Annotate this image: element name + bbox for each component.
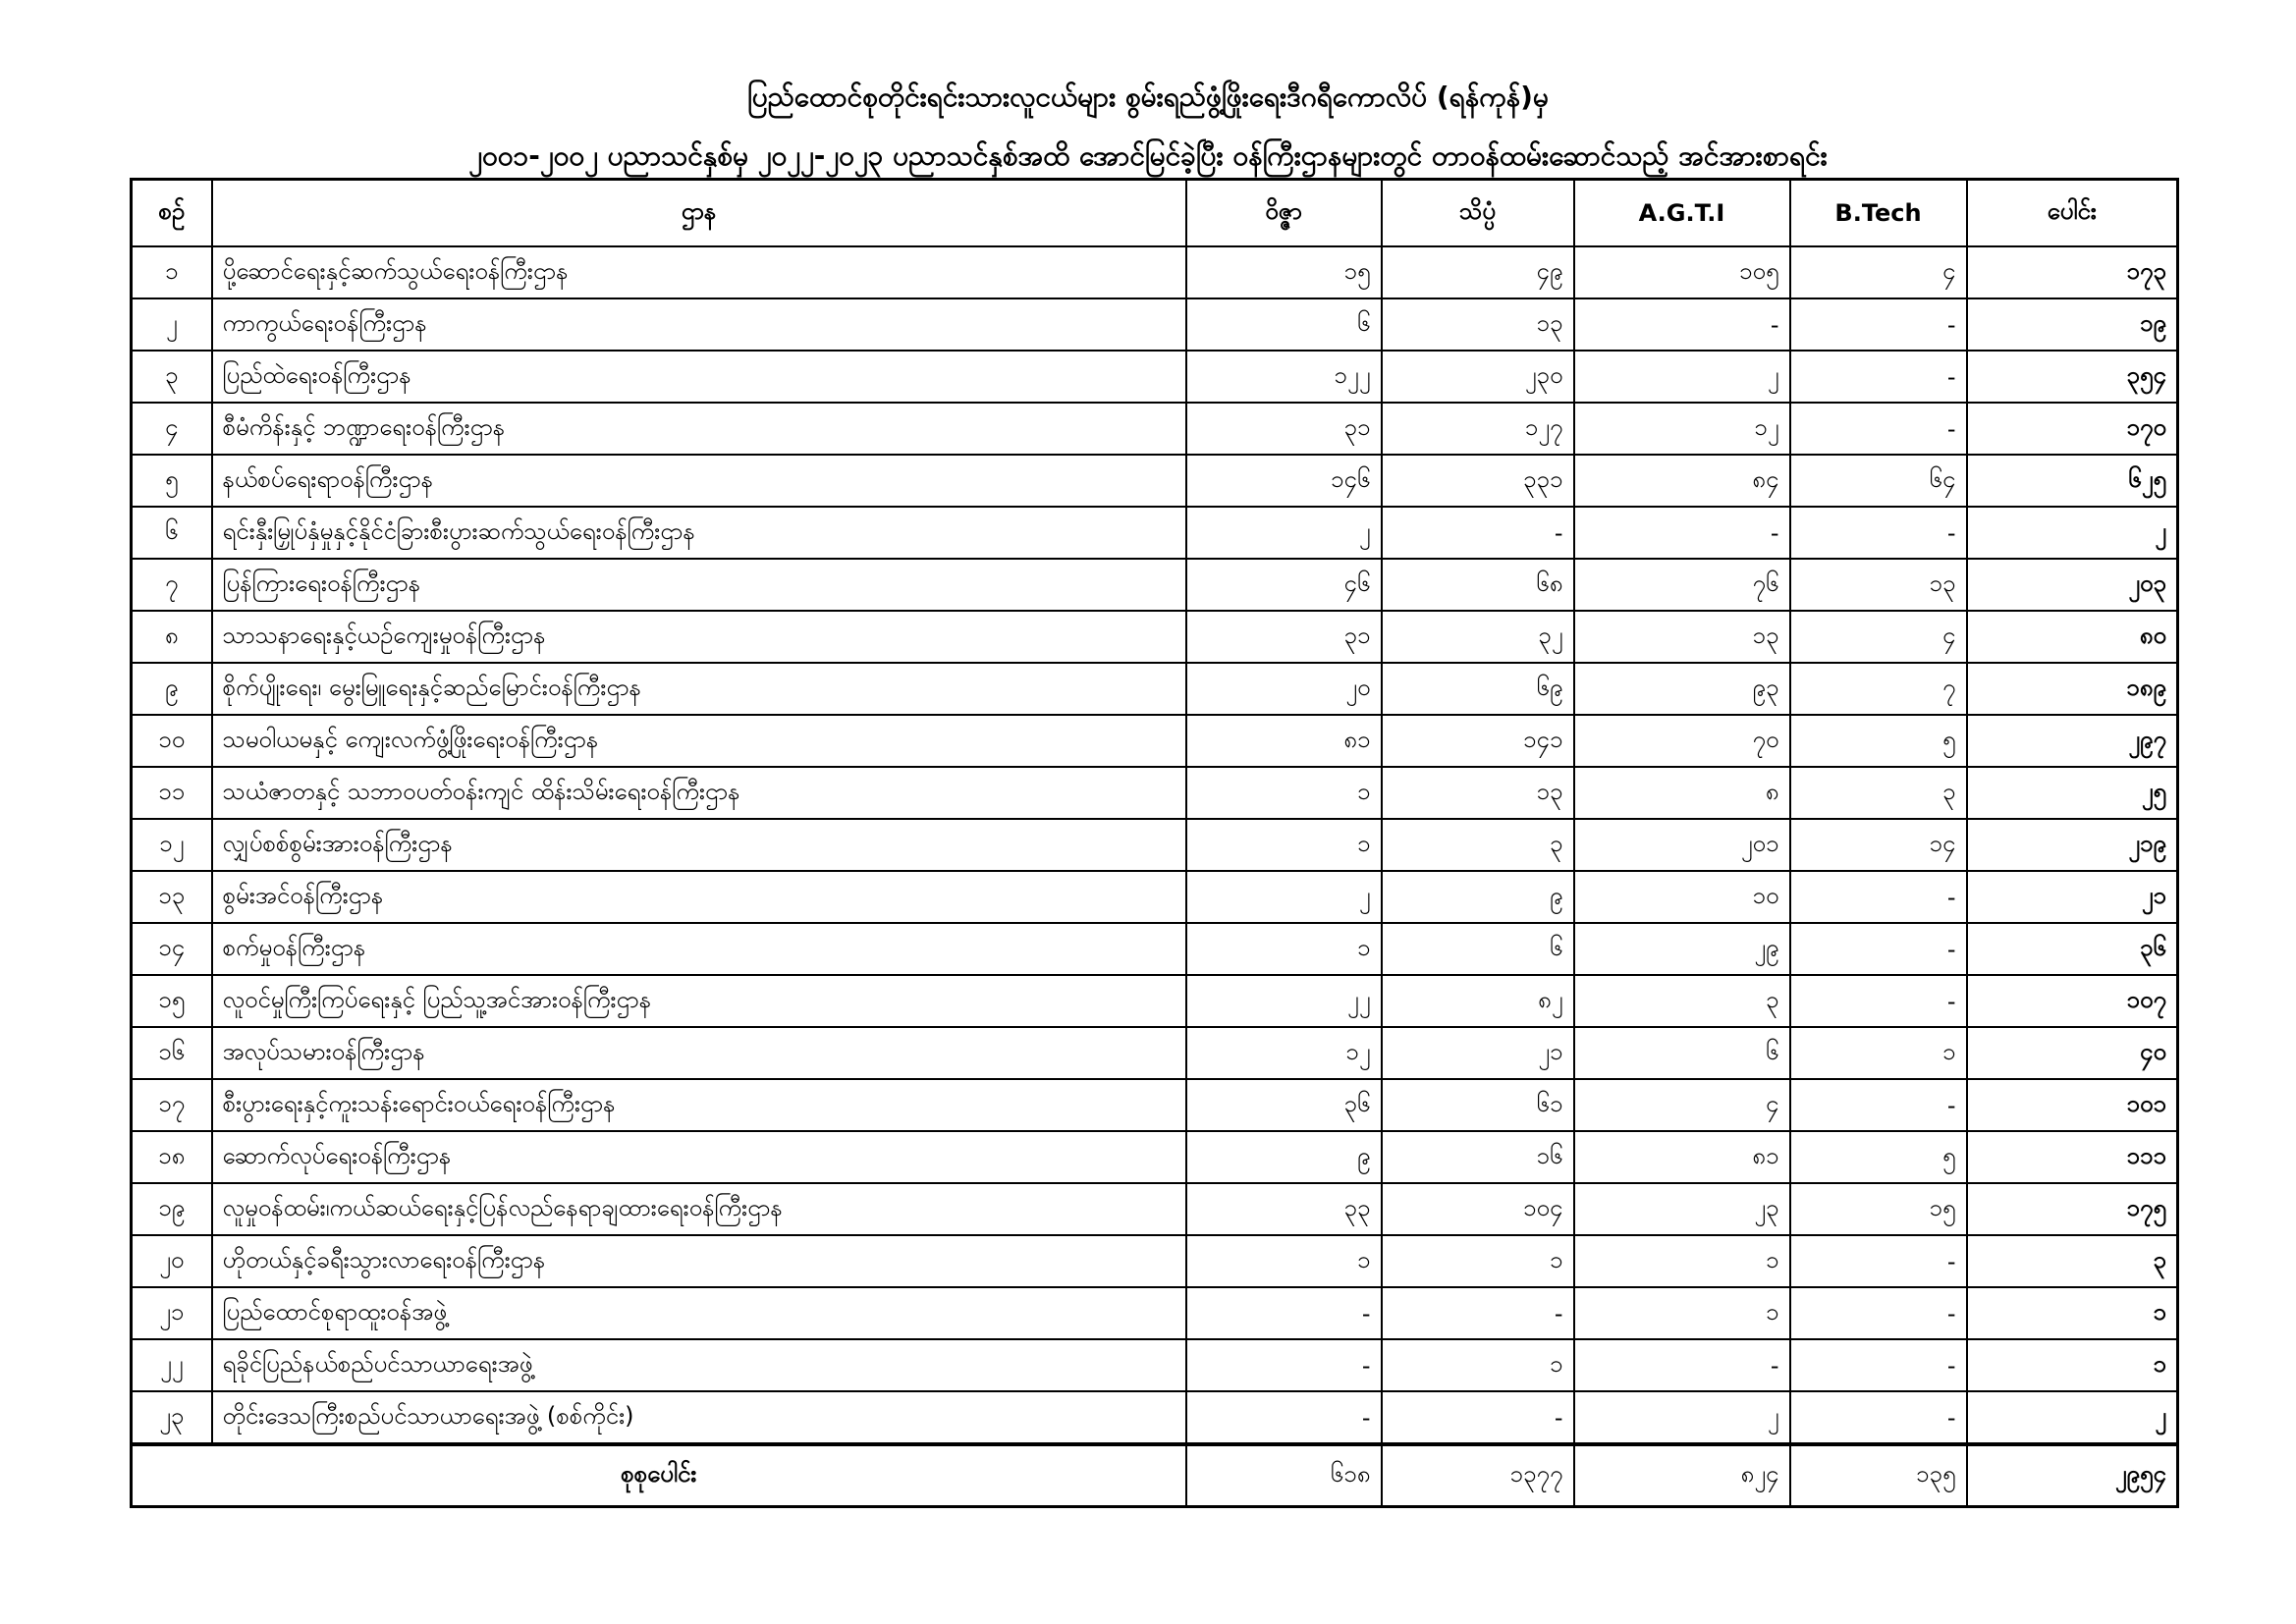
row-number: ၁၈ [132,1131,212,1183]
ministry-name: အလုပ်သမားဝန်ကြီးဌာန [212,1027,1186,1079]
row-total: ၂၁၉ [1967,819,2178,871]
row-total: ၁၈၉ [1967,663,2178,715]
table-row [132,1027,2178,1079]
agti-count: ၄ [1574,1079,1790,1131]
row-total: ၃၅၄ [1967,351,2178,403]
row-number: ၃ [132,351,212,403]
bsc-count: - [1382,1287,1574,1339]
ministry-name: စွမ်းအင်ဝန်ကြီးဌာန [212,871,1186,923]
row-number: ၁၃ [132,871,212,923]
bsc-count: ၁၃ [1382,767,1574,819]
table-row [132,1235,2178,1287]
table-row [132,819,2178,871]
ministry-name: သာသနာရေးနှင့်ယဉ်ကျေးမှုဝန်ကြီးဌာန [212,611,1186,663]
bsc-count: ၁ [1382,1235,1574,1287]
agti-count: ၁ [1574,1287,1790,1339]
row-total: ၁၉ [1967,298,2178,351]
btech-count: ၁၃ [1790,559,1967,611]
row-number: ၅ [132,455,212,507]
row-total: ၄၀ [1967,1027,2178,1079]
ministry-name: စက်မှုဝန်ကြီးဌာန [212,923,1186,975]
grand-total-row [132,1444,2178,1507]
diploma-count: ၈၁ [1186,715,1382,767]
diploma-count: ၂၂ [1186,975,1382,1027]
diploma-count: ၁၅ [1186,246,1382,298]
header-total: ပေါင်း [1967,180,2178,247]
grand-total-diploma: ၆၁၈ [1186,1444,1382,1507]
agti-count: ၁ [1574,1235,1790,1287]
table-row [132,975,2178,1027]
table-row [132,298,2178,351]
row-total: ၂၅ [1967,767,2178,819]
btech-count: - [1790,1391,1967,1444]
staff-count-table [130,178,2179,1508]
bsc-count: ၃၂ [1382,611,1574,663]
agti-count: ၂၉ [1574,923,1790,975]
header-diploma: ဝိဇ္ဇာ [1186,180,1382,247]
row-total: ၂ [1967,1391,2178,1444]
table-row [132,1391,2178,1444]
row-total: ၂ [1967,507,2178,559]
agti-count: ၈၁ [1574,1131,1790,1183]
bsc-count: ၁ [1382,1339,1574,1391]
table-row [132,246,2178,298]
diploma-count: ၁ [1186,819,1382,871]
diploma-count: ၃၃ [1186,1183,1382,1235]
ministry-name: ရခိုင်ပြည်နယ်စည်ပင်သာယာရေးအဖွဲ့ [212,1339,1186,1391]
ministry-name: စီးပွားရေးနှင့်ကူးသန်းရောင်းဝယ်ရေးဝန်ကြီးဌာန [212,1079,1186,1131]
btech-count: ၄ [1790,246,1967,298]
bsc-count: ၃ [1382,819,1574,871]
agti-count: ၂ [1574,351,1790,403]
ministry-name: စိုက်ပျိုးရေး၊ မွေးမြူရေးနှင့်ဆည်မြောင်းဝန်ကြီးဌာန [212,663,1186,715]
table-row [132,871,2178,923]
row-number: ၈ [132,611,212,663]
bsc-count: ၆၉ [1382,663,1574,715]
agti-count: ၁၂ [1574,403,1790,455]
agti-count: ၁၀ [1574,871,1790,923]
header-btech: B.Tech [1790,180,1967,247]
bsc-count: ၂၃၀ [1382,351,1574,403]
row-number: ၁၅ [132,975,212,1027]
agti-count: ၆ [1574,1027,1790,1079]
row-number: ၂ [132,298,212,351]
agti-count: ၂ [1574,1391,1790,1444]
diploma-count: ၁ [1186,1235,1382,1287]
ministry-name: လျှပ်စစ်စွမ်းအားဝန်ကြီးဌာန [212,819,1186,871]
diploma-count: ၁ [1186,767,1382,819]
row-total: ၃၆ [1967,923,2178,975]
table-body [132,246,2178,1444]
diploma-count: ၂၀ [1186,663,1382,715]
btech-count: - [1790,871,1967,923]
bsc-count: ၉ [1382,871,1574,923]
diploma-count: - [1186,1391,1382,1444]
diploma-count: - [1186,1339,1382,1391]
row-number: ၁၆ [132,1027,212,1079]
ministry-name: ရင်းနှီးမြှုပ်နှံမှုနှင့်နိုင်ငံခြားစီးပွားဆက်သွယ်ရေးဝန်ကြီးဌာန [212,507,1186,559]
ministry-name: ဆောက်လုပ်ရေးဝန်ကြီးဌာန [212,1131,1186,1183]
diploma-count: ၁၄၆ [1186,455,1382,507]
btech-count: ၄ [1790,611,1967,663]
row-number: ၇ [132,559,212,611]
btech-count: - [1790,507,1967,559]
bsc-count: ၁၆ [1382,1131,1574,1183]
row-number: ၁ [132,246,212,298]
row-number: ၁၉ [132,1183,212,1235]
btech-count: - [1790,298,1967,351]
row-number: ၁၇ [132,1079,212,1131]
diploma-count: ၃၁ [1186,611,1382,663]
table-row [132,455,2178,507]
row-number: ၂၁ [132,1287,212,1339]
btech-count: - [1790,351,1967,403]
diploma-count: ၁ [1186,923,1382,975]
agti-count: ၇၀ [1574,715,1790,767]
table-row [132,351,2178,403]
btech-count: - [1790,975,1967,1027]
agti-count: - [1574,1339,1790,1391]
diploma-count: ၁၂၂ [1186,351,1382,403]
agti-count: ၁၀၅ [1574,246,1790,298]
ministry-name: သယံဇာတနှင့် သဘာဝပတ်ဝန်းကျင် ထိန်းသိမ်းရေးဝန်ကြီးဌာန [212,767,1186,819]
ministry-name: ပြည်ထောင်စုရာထူးဝန်အဖွဲ့ [212,1287,1186,1339]
ministry-name: ပို့ဆောင်ရေးနှင့်ဆက်သွယ်ရေးဝန်ကြီးဌာန [212,246,1186,298]
ministry-name: လူဝင်မှုကြီးကြပ်ရေးနှင့် ပြည်သူ့အင်အားဝန်ကြီးဌာန [212,975,1186,1027]
btech-count: - [1790,403,1967,455]
row-number: ၂၂ [132,1339,212,1391]
btech-count: - [1790,1079,1967,1131]
row-number: ၁၁ [132,767,212,819]
table-row [132,767,2178,819]
row-number: ၁၀ [132,715,212,767]
agti-count: ၈၄ [1574,455,1790,507]
row-number: ၄ [132,403,212,455]
agti-count: - [1574,507,1790,559]
agti-count: ၂၃ [1574,1183,1790,1235]
table-row [132,507,2178,559]
row-total: ၁၁၁ [1967,1131,2178,1183]
btech-count: ၁၄ [1790,819,1967,871]
page-subtitle: ၂၀၀၁-၂၀၀၂ ပညာသင်နှစ်မှ ၂၀၂၂-၂၀၂၃ ပညာသင်နှစ်အထိ အောင်မြင်ခဲ့ပြီး ဝန်ကြီးဌာနများတွင် တာဝန်ထမ်းဆောင်သည့် အင်အားစာရင်း [468,139,1828,172]
btech-count: ၅ [1790,715,1967,767]
row-total: ၆၂၅ [1967,455,2178,507]
ministry-name: ကာကွယ်ရေးဝန်ကြီးဌာန [212,298,1186,351]
grand-total-bsc: ၁၃၇၇ [1382,1444,1574,1507]
header-row [132,180,2178,247]
row-total: ၁၇၀ [1967,403,2178,455]
table-row [132,663,2178,715]
diploma-count: ၉ [1186,1131,1382,1183]
header-bsc: သိပ္ပံ [1382,180,1574,247]
row-total: ၁၇၅ [1967,1183,2178,1235]
table-row [132,559,2178,611]
diploma-count: - [1186,1287,1382,1339]
bsc-count: ၃၃၁ [1382,455,1574,507]
bsc-count: ၁၀၄ [1382,1183,1574,1235]
diploma-count: ၆ [1186,298,1382,351]
btech-count: ၇ [1790,663,1967,715]
bsc-count: ၄၉ [1382,246,1574,298]
table-row [132,611,2178,663]
table-row [132,1131,2178,1183]
table-row [132,1079,2178,1131]
row-number: ၂၀ [132,1235,212,1287]
page-title: ပြည်ထောင်စုတိုင်းရင်းသားလူငယ်များ စွမ်းရည်ဖွံ့ဖြိုးရေးဒီဂရီကောလိပ် (ရန်ကုန်)မှ [747,81,1549,113]
btech-count: - [1790,1339,1967,1391]
diploma-count: ၄၆ [1186,559,1382,611]
bsc-count: ၁၄၁ [1382,715,1574,767]
row-total: ၂၁ [1967,871,2178,923]
row-number: ၆ [132,507,212,559]
bsc-count: ၈၂ [1382,975,1574,1027]
bsc-count: ၆၈ [1382,559,1574,611]
row-number: ၁၄ [132,923,212,975]
table-row [132,715,2178,767]
agti-count: ၂၀၁ [1574,819,1790,871]
agti-count: ၉၃ [1574,663,1790,715]
btech-count: ၆၄ [1790,455,1967,507]
row-total: ၂၉၇ [1967,715,2178,767]
ministry-name: သမဝါယမနှင့် ကျေးလက်ဖွံ့ဖြိုးရေးဝန်ကြီးဌာန [212,715,1186,767]
ministry-name: ဟိုတယ်နှင့်ခရီးသွားလာရေးဝန်ကြီးဌာန [212,1235,1186,1287]
btech-count: ၁ [1790,1027,1967,1079]
bsc-count: ၆၁ [1382,1079,1574,1131]
row-total: ၁၀၇ [1967,975,2178,1027]
btech-count: ၅ [1790,1131,1967,1183]
diploma-count: ၃၆ [1186,1079,1382,1131]
ministry-name: လူမှုဝန်ထမ်း၊ကယ်ဆယ်ရေးနှင့်ပြန်လည်နေရာချထားရေးဝန်ကြီးဌာန [212,1183,1186,1235]
agti-count: ၁၃ [1574,611,1790,663]
table-row [132,403,2178,455]
table-row [132,1287,2178,1339]
btech-count: - [1790,1287,1967,1339]
ministry-name: နယ်စပ်ရေးရာဝန်ကြီးဌာန [212,455,1186,507]
grand-total-agti: ၈၂၄ [1574,1444,1790,1507]
grand-total-btech: ၁၃၅ [1790,1444,1967,1507]
agti-count: - [1574,298,1790,351]
agti-count: ၇၆ [1574,559,1790,611]
table-row [132,923,2178,975]
grand-total-label: စုစုပေါင်း [132,1444,1186,1507]
row-number: ၂၃ [132,1391,212,1444]
row-number: ၁၂ [132,819,212,871]
agti-count: ၈ [1574,767,1790,819]
row-total: ၁ [1967,1339,2178,1391]
bsc-count: - [1382,507,1574,559]
row-total: ၈၀ [1967,611,2178,663]
row-number: ၉ [132,663,212,715]
table-row [132,1183,2178,1235]
bsc-count: ၂၁ [1382,1027,1574,1079]
agti-count: ၃ [1574,975,1790,1027]
btech-count: - [1790,923,1967,975]
ministry-name: စီမံကိန်းနှင့် ဘဏ္ဍာရေးဝန်ကြီးဌာန [212,403,1186,455]
table-row [132,1339,2178,1391]
bsc-count: ၁၂၇ [1382,403,1574,455]
btech-count: - [1790,1235,1967,1287]
btech-count: ၃ [1790,767,1967,819]
ministry-name: တိုင်းဒေသကြီးစည်ပင်သာယာရေးအဖွဲ့ (စစ်ကိုင်း) [212,1391,1186,1444]
btech-count: ၁၅ [1790,1183,1967,1235]
row-total: ၁ [1967,1287,2178,1339]
header-agti: A.G.T.I [1574,180,1790,247]
header-no: စဉ် [132,180,212,247]
grand-total-sum: ၂၉၅၄ [1967,1444,2178,1507]
diploma-count: ၁၂ [1186,1027,1382,1079]
row-total: ၂၀၃ [1967,559,2178,611]
diploma-count: ၂ [1186,871,1382,923]
diploma-count: ၃၁ [1186,403,1382,455]
row-total: ၃ [1967,1235,2178,1287]
row-total: ၁၇၃ [1967,246,2178,298]
bsc-count: ၆ [1382,923,1574,975]
row-total: ၁၀၁ [1967,1079,2178,1131]
ministry-name: ပြန်ကြားရေးဝန်ကြီးဌာန [212,559,1186,611]
bsc-count: - [1382,1391,1574,1444]
header-ministry: ဌာန [212,180,1186,247]
ministry-name: ပြည်ထဲရေးဝန်ကြီးဌာန [212,351,1186,403]
bsc-count: ၁၃ [1382,298,1574,351]
diploma-count: ၂ [1186,507,1382,559]
